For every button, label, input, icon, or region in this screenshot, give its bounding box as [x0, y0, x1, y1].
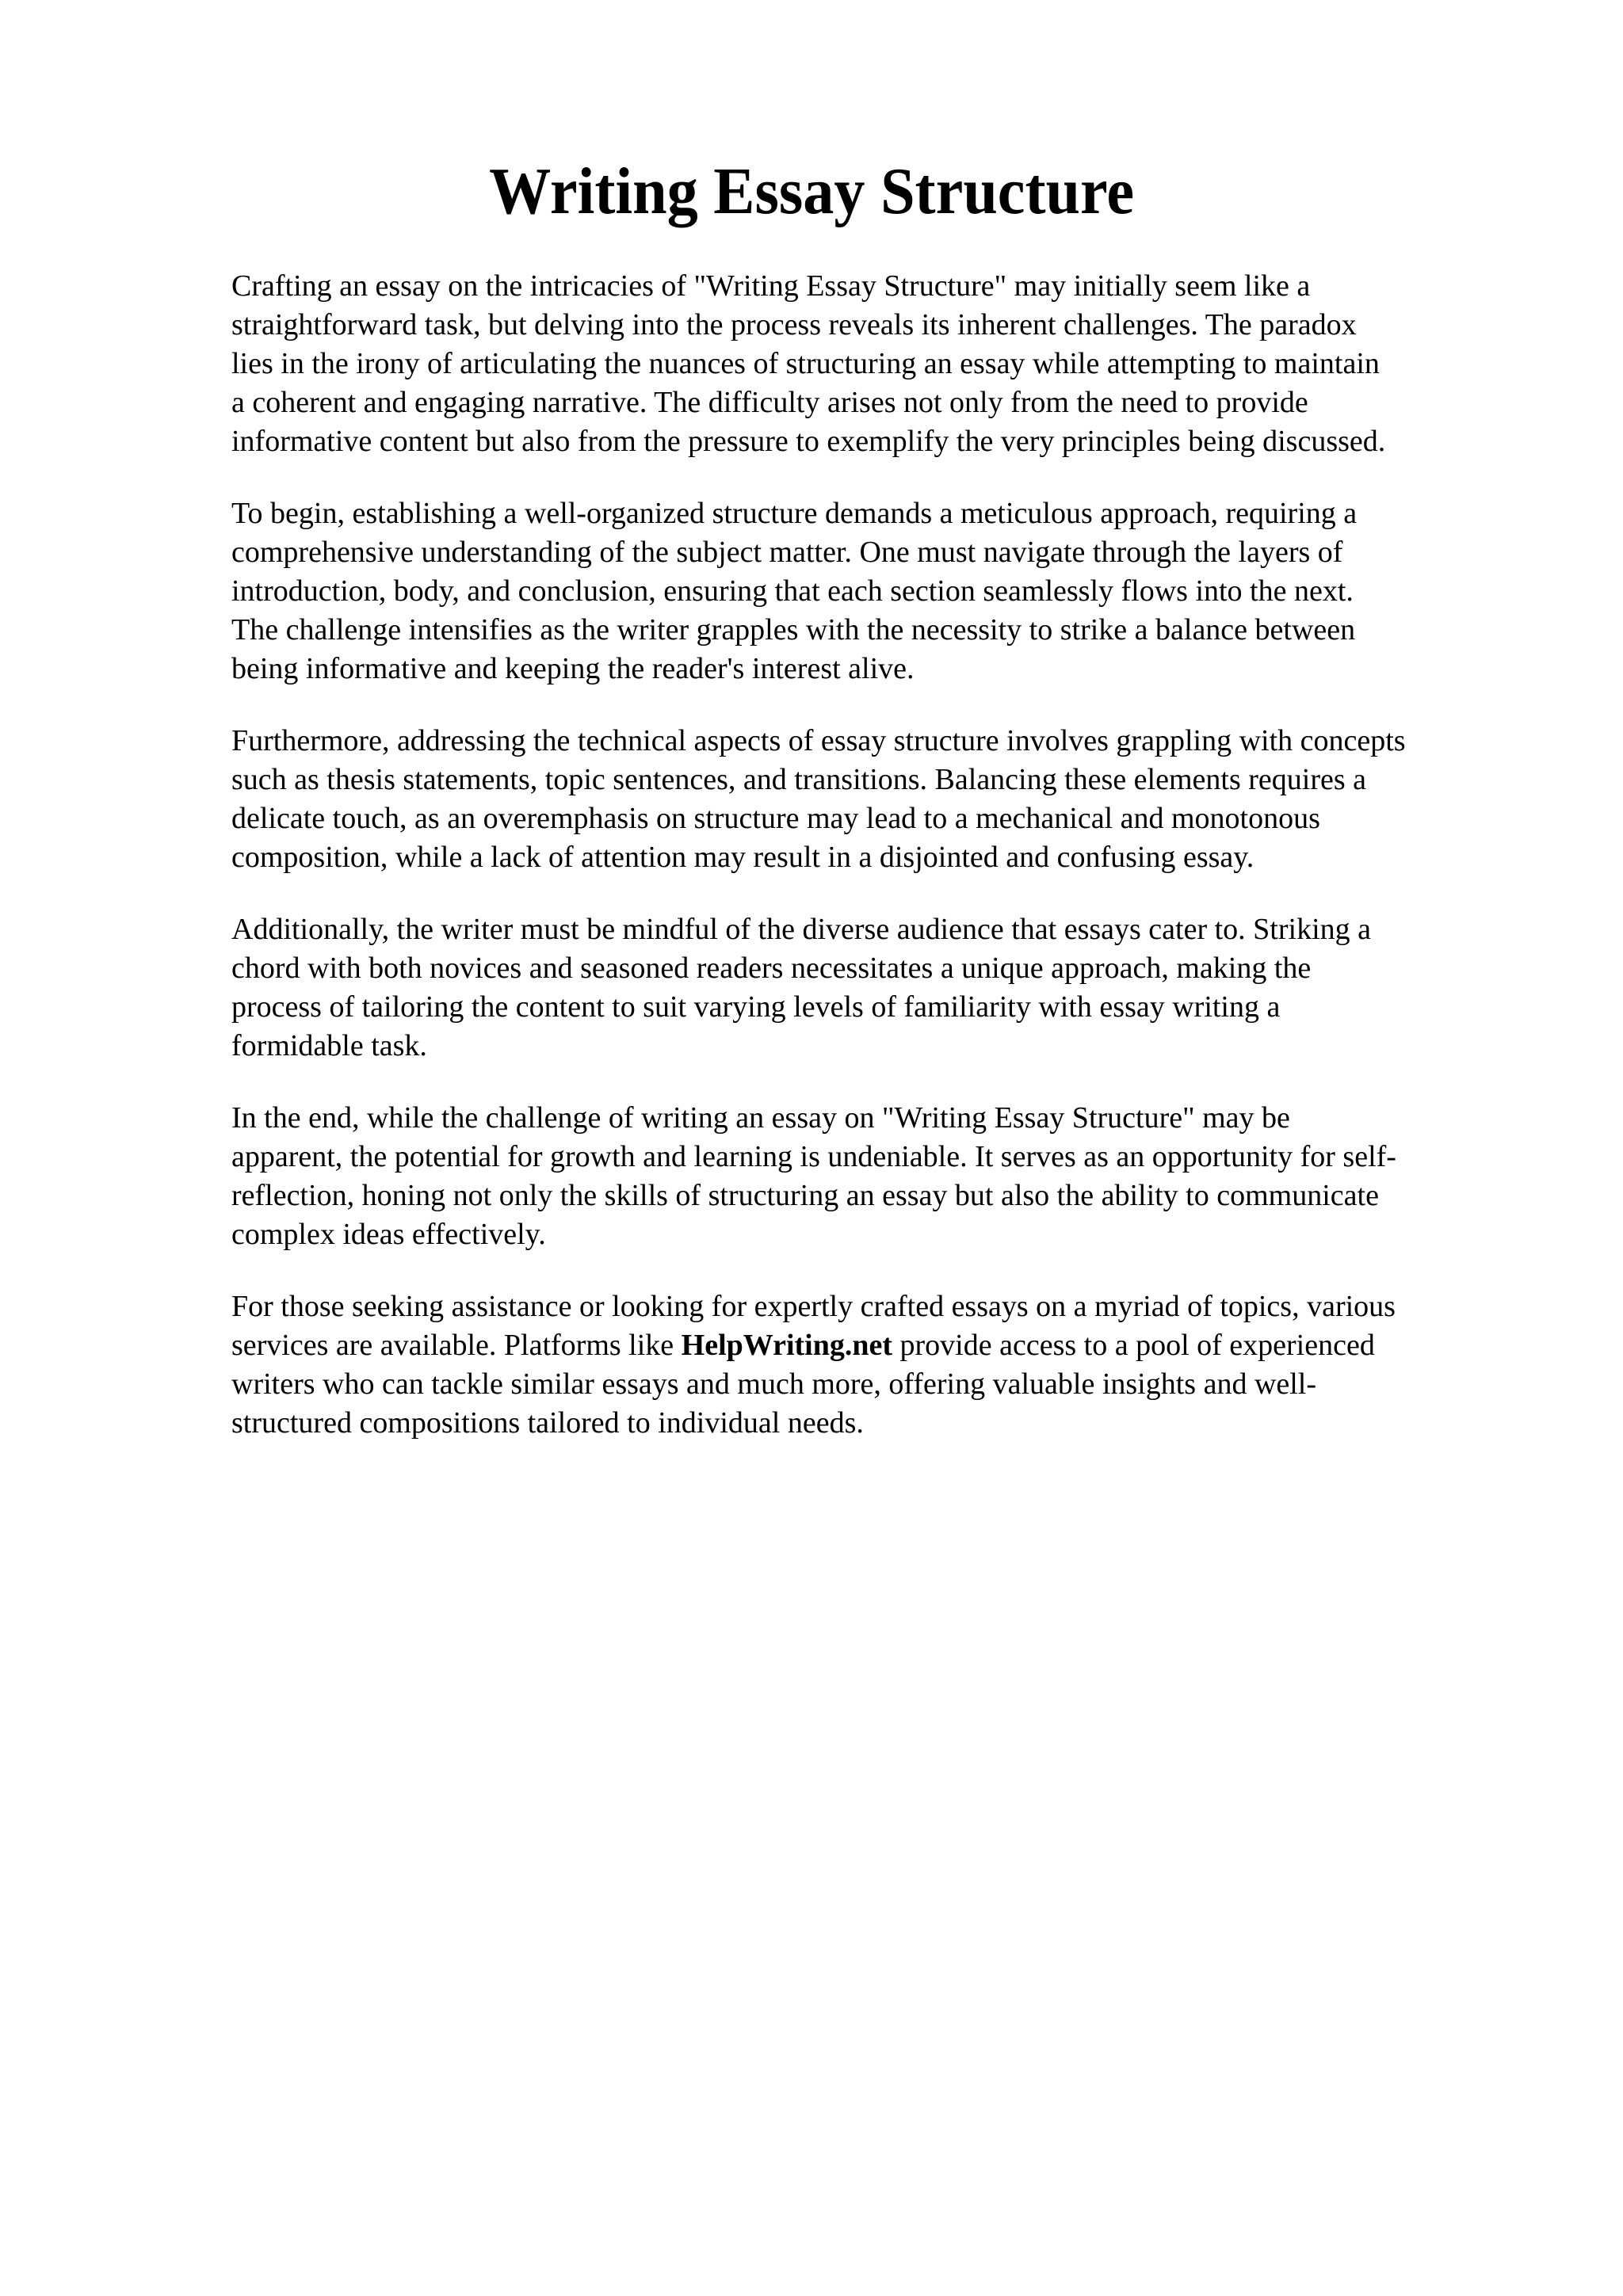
- document-title: Writing Essay Structure: [489, 154, 1135, 228]
- text-line: Crafting an essay on the intricacies of "Writing Essay Structure" may initially seem like a: [231, 269, 1311, 303]
- paragraph-1: [231, 267, 1515, 461]
- text-line: informative content but also from the pressure to exemplify the very principles being discussed.: [231, 425, 1386, 458]
- text-line: The challenge intensifies as the writer grapples with the necessity to strike a balance between: [231, 613, 1356, 646]
- text-line: Additionally, the writer must be mindful of the diverse audience that essays cater to. Striking a: [231, 913, 1371, 946]
- paragraph-2: [231, 494, 1515, 688]
- text-line: a coherent and engaging narrative. The difficulty arises not only from the need to provide: [231, 386, 1308, 419]
- text-line: apparent, the potential for growth and learning is undeniable. It serves as an opportunity for self-: [231, 1140, 1396, 1173]
- text-line: reflection, honing not only the skills of structuring an essay but also the ability to communicate: [231, 1179, 1379, 1212]
- text-line: To begin, establishing a well-organized structure demands a meticulous approach, requiring a: [231, 497, 1358, 530]
- text-line: being informative and keeping the reader's interest alive.: [231, 652, 915, 685]
- text-line: For those seeking assistance or looking for expertly crafted essays on a myriad of topics, various: [231, 1290, 1396, 1323]
- text-line: In the end, while the challenge of writing an essay on "Writing Essay Structure" may be: [231, 1101, 1290, 1135]
- text-line: complex ideas effectively.: [231, 1218, 546, 1251]
- document-body: [231, 267, 1515, 1476]
- text-line: straightforward task, but delving into the process reveals its inherent challenges. The paradox: [231, 308, 1357, 341]
- text-line: Furthermore, addressing the technical aspects of essay structure involves grappling with concepts: [231, 724, 1406, 757]
- text-line: [231, 1326, 1515, 1365]
- text-line: introduction, body, and conclusion, ensuring that each section seamlessly flows into the next.: [231, 574, 1354, 608]
- text-line: formidable task.: [231, 1029, 427, 1062]
- text-line: writers who can tackle similar essays and much more, offering valuable insights and well-: [231, 1367, 1317, 1401]
- text-line: chord with both novices and seasoned readers necessitates a unique approach, making the: [231, 952, 1312, 985]
- text-line: lies in the irony of articulating the nuances of structuring an essay while attempting to maintain: [231, 347, 1380, 380]
- text-line: structured compositions tailored to individual needs.: [231, 1406, 864, 1440]
- paragraph-4: [231, 910, 1515, 1066]
- paragraph-3: [231, 722, 1515, 877]
- text-line: process of tailoring the content to suit varying levels of familiarity with essay writing a: [231, 990, 1281, 1024]
- paragraph-6: [231, 1287, 1515, 1443]
- paragraph-5: [231, 1099, 1515, 1254]
- helpwriting-link[interactable]: HelpWriting.net: [681, 1329, 893, 1362]
- text-line: comprehensive understanding of the subject matter. One must navigate through the layers of: [231, 536, 1343, 569]
- text-line: composition, while a lack of attention may result in a disjointed and confusing essay.: [231, 841, 1254, 874]
- text-line: delicate touch, as an overemphasis on structure may lead to a mechanical and monotonous: [231, 802, 1320, 835]
- text-line: such as thesis statements, topic sentences, and transitions. Balancing these elements requires a: [231, 763, 1366, 796]
- text-fragment: services are available. Platforms like: [231, 1329, 682, 1362]
- text-fragment: provide access to a pool of experienced: [892, 1329, 1375, 1362]
